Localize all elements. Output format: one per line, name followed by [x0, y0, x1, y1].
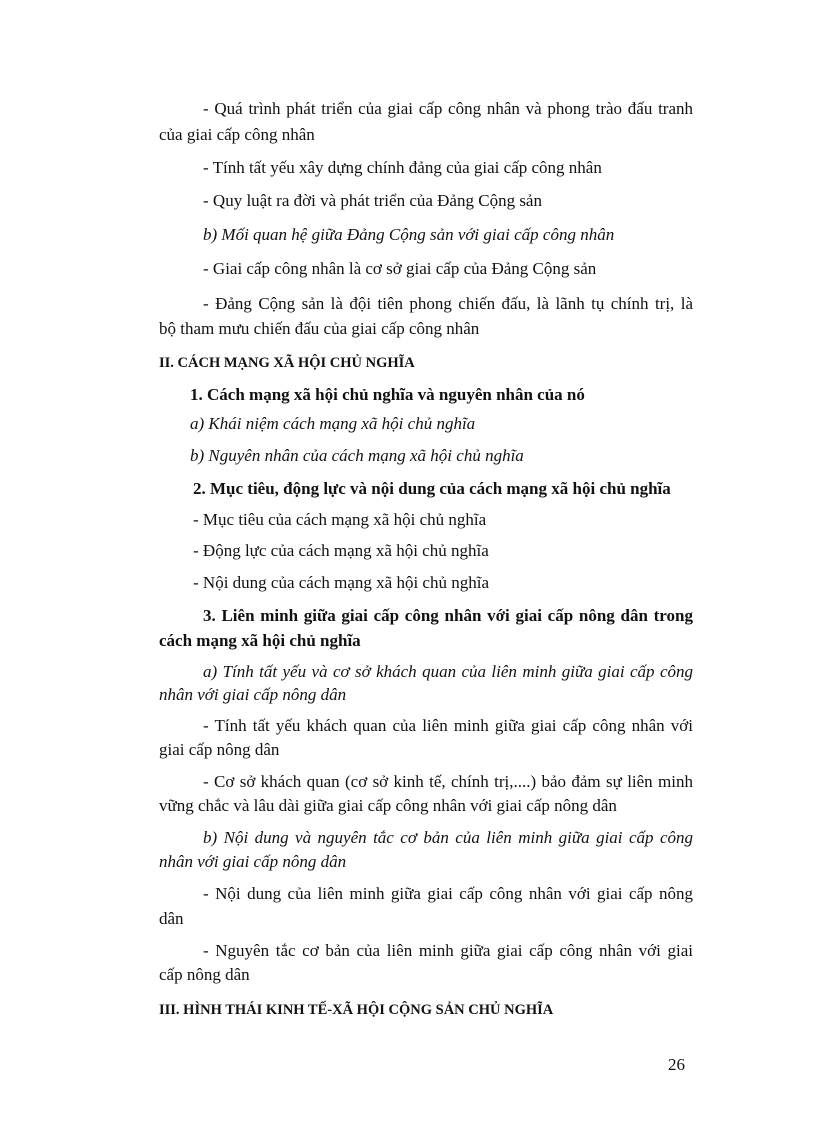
subheading-line: a) Tính tất yếu và cơ sở khách quan của liên minh giữa giai cấp công — [203, 662, 693, 681]
paragraph-line: - Nguyên tắc cơ bản của liên minh giữa giai cấp công nhân với giai — [203, 941, 693, 960]
subheading-line: nhân với giai cấp nông dân — [159, 685, 347, 704]
paragraph-line: - Đảng Cộng sản là đội tiên phong chiến đấu, là lãnh tụ chính trị, là — [203, 294, 693, 313]
heading-line: cách mạng xã hội chủ nghĩa — [159, 631, 361, 650]
paragraph-line: vững chắc và lâu dài giữa giai cấp công nhân với giai cấp nông dân — [159, 796, 617, 815]
paragraph-line: của giai cấp công nhân — [159, 125, 315, 144]
section-heading: III. HÌNH THÁI KINH TẾ-XÃ HỘI CỘNG SẢN CHỦ NGHĨA — [159, 1002, 554, 1018]
paragraph: - Tính tất yếu xây dựng chính đảng của giai cấp công nhân — [203, 158, 602, 177]
subheading-line: b) Nội dung và nguyên tắc cơ bản của liên minh giữa giai cấp công — [203, 828, 693, 847]
heading-line: 3. Liên minh giữa giai cấp công nhân với giai cấp nông dân trong — [203, 606, 693, 625]
subheading: b) Nguyên nhân của cách mạng xã hội chủ nghĩa — [190, 446, 524, 465]
page-number: 26 — [668, 1055, 685, 1074]
paragraph: - Giai cấp công nhân là cơ sở giai cấp của Đảng Cộng sản — [203, 259, 597, 278]
paragraph-line: - Tính tất yếu khách quan của liên minh giữa giai cấp công nhân với — [203, 716, 693, 735]
paragraph-line: giai cấp nông dân — [159, 740, 280, 759]
paragraph-line: dân — [159, 909, 184, 928]
paragraph-line: - Nội dung của liên minh giữa giai cấp công nhân với giai cấp nông — [203, 884, 693, 903]
subheading: a) Khái niệm cách mạng xã hội chủ nghĩa — [190, 414, 476, 433]
paragraph-line: bộ tham mưu chiến đấu của giai cấp công nhân — [159, 319, 480, 338]
paragraph: - Động lực của cách mạng xã hội chủ nghĩa — [193, 541, 489, 560]
section-heading: II. CÁCH MẠNG XÃ HỘI CHỦ NGHĨA — [159, 355, 415, 371]
paragraph-line: - Quá trình phát triển của giai cấp công nhân và phong trào đấu tranh — [203, 99, 693, 118]
paragraph: - Nội dung của cách mạng xã hội chủ nghĩa — [193, 573, 489, 592]
subheading-line: nhân với giai cấp nông dân — [159, 852, 347, 871]
paragraph: - Mục tiêu của cách mạng xã hội chủ nghĩa — [193, 510, 487, 529]
paragraph-line: - Cơ sở khách quan (cơ sở kinh tế, chính trị,....) bảo đảm sự liên minh — [203, 772, 693, 791]
heading: 1. Cách mạng xã hội chủ nghĩa và nguyên nhân của nó — [190, 385, 585, 404]
paragraph: - Quy luật ra đời và phát triển của Đảng Cộng sản — [203, 191, 542, 210]
heading: 2. Mục tiêu, động lực và nội dung của cách mạng xã hội chủ nghĩa — [193, 479, 671, 498]
paragraph-line: cấp nông dân — [159, 965, 250, 984]
subheading: b) Mối quan hệ giữa Đảng Cộng sản với giai cấp công nhân — [203, 225, 615, 244]
